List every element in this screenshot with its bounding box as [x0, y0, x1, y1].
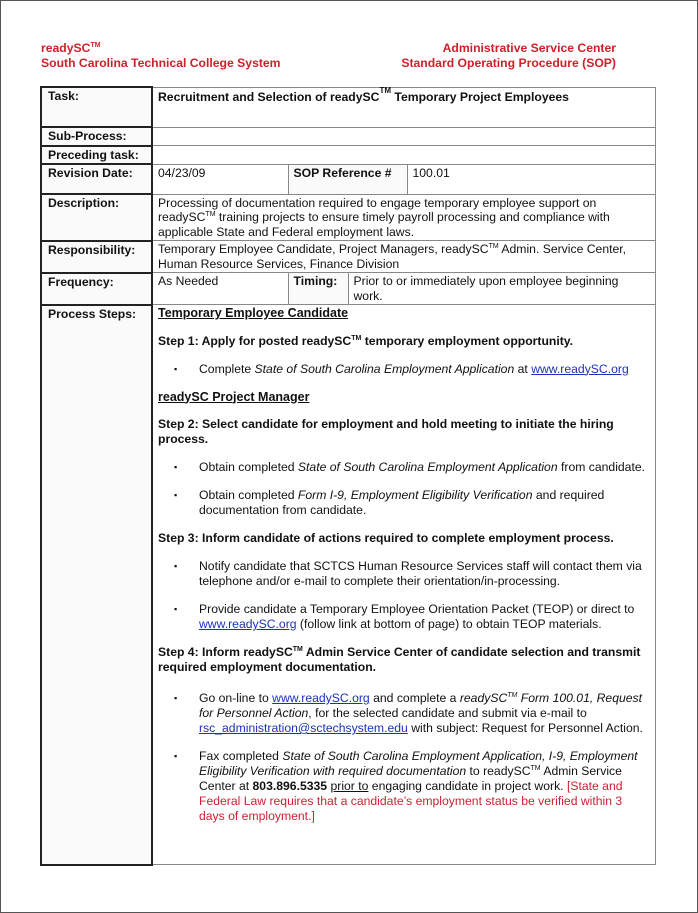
subprocess-row [41, 127, 655, 146]
readysc-link[interactable]: www.readySC.org [199, 617, 297, 631]
description-row [41, 194, 655, 241]
list-item: ▪ Provide candidate a Temporary Employee Orientation Packet (TEOP) or direct to www.readySC.org (follow link at bottom of page) to obtain TEOP materials. [158, 602, 650, 632]
preceding-row [41, 146, 655, 165]
revision-label: Revision Date: [41, 164, 152, 194]
list-item: ▪ Obtain completed Form I-9, Employment Eligibility Verification and required documentation from candidate. [158, 488, 650, 518]
description-label: Description: [41, 194, 152, 241]
preceding-label: Preceding task: [41, 146, 152, 165]
description-value: Processing of documentation required to engage temporary employee support on readySC™ training projects to ensure timely payroll processing and compliance with applicable State and Federal employment laws. [152, 194, 655, 241]
readysc-link[interactable]: www.readySC.org [531, 361, 629, 376]
preceding-value [152, 146, 655, 165]
step-3: Step 3: Inform candidate of actions required to complete employment process. [158, 531, 614, 545]
responsibility-row [41, 241, 655, 273]
subprocess-label: Sub-Process: [41, 127, 152, 146]
org-name: South Carolina Technical College System [41, 56, 281, 70]
list-item: ▪ Fax completed State of South Carolina Employment Application, I-9, Employment Eligibility Verification with required documentation to readySC™ Admin Service Center at 803.896.5335 prior to engaging candidate in project work. [State and Federal Law requires that a candidate’s employment status be verified within 3 days of employment.] [158, 749, 650, 824]
sop-table [40, 86, 656, 866]
fax-number: 803.896.5335 [252, 779, 328, 793]
section-project-manager: readySC Project Manager [158, 389, 310, 404]
sopref-label: SOP Reference # [288, 164, 407, 194]
task-label: Task: [41, 87, 152, 127]
timing-value: Prior to or immediately upon employee beginning work. [348, 273, 655, 305]
frequency-value: As Needed [152, 273, 288, 305]
revision-value: 04/23/09 [152, 164, 288, 194]
task-row [41, 87, 655, 127]
step-2: Step 2: Select candidate for employment and hold meeting to initiate the hiring process. [158, 417, 614, 446]
revision-row [41, 164, 655, 194]
timing-label: Timing: [288, 273, 348, 305]
task-title: Recruitment and Selection of readySC™ Temporary Project Employees [152, 87, 655, 127]
list-item: ▪ Notify candidate that SCTCS Human Resource Services staff will contact them via telephone and/or e-mail to complete their orientation/in-processing. [158, 559, 650, 589]
org-header [41, 41, 281, 71]
email-link[interactable]: rsc_administration@sctechsystem.edu [199, 721, 408, 735]
responsibility-value: Temporary Employee Candidate, Project Managers, readySC™ Admin. Service Center, Human Resource Services, Finance Division [152, 241, 655, 273]
subprocess-value [152, 127, 655, 146]
step-1: Step 1: Apply for posted readySC™ temporary employment opportunity. [158, 333, 574, 348]
list-item: ▪ Complete State of South Carolina Employment Application at www.readySC.org [158, 362, 650, 377]
brand-name: readySC™ [41, 41, 101, 55]
sopref-value: 100.01 [407, 164, 655, 194]
step-4: Step 4: Inform readySC™ Admin Service Center of candidate selection and transmit required employment documentation. [158, 645, 641, 674]
legal-note: [State and Federal Law requires that a candidate’s employment status be verified within 3 days of employment.] [199, 779, 623, 823]
document-type: Standard Operating Procedure (SOP) [401, 56, 616, 70]
process-row [41, 305, 655, 865]
department-name: Administrative Service Center [442, 41, 616, 55]
list-item: ▪ Obtain completed State of South Carolina Employment Application from candidate. [158, 460, 650, 475]
section-candidate: Temporary Employee Candidate [158, 306, 349, 320]
process-steps [152, 305, 655, 865]
readysc-link[interactable]: www.readySC.org [272, 691, 370, 705]
list-item: ▪ Go on-line to www.readySC.org and complete a readySC™ Form 100.01, Request for Personnel Action, for the selected candidate and submit via e-mail to rsc_administration@sctechsystem.edu with subject: Request for Personnel Action. [158, 691, 650, 736]
process-label: Process Steps: [41, 305, 152, 865]
responsibility-label: Responsibility: [41, 241, 152, 273]
doc-header [401, 41, 616, 71]
frequency-row [41, 273, 655, 305]
frequency-label: Frequency: [41, 273, 152, 305]
